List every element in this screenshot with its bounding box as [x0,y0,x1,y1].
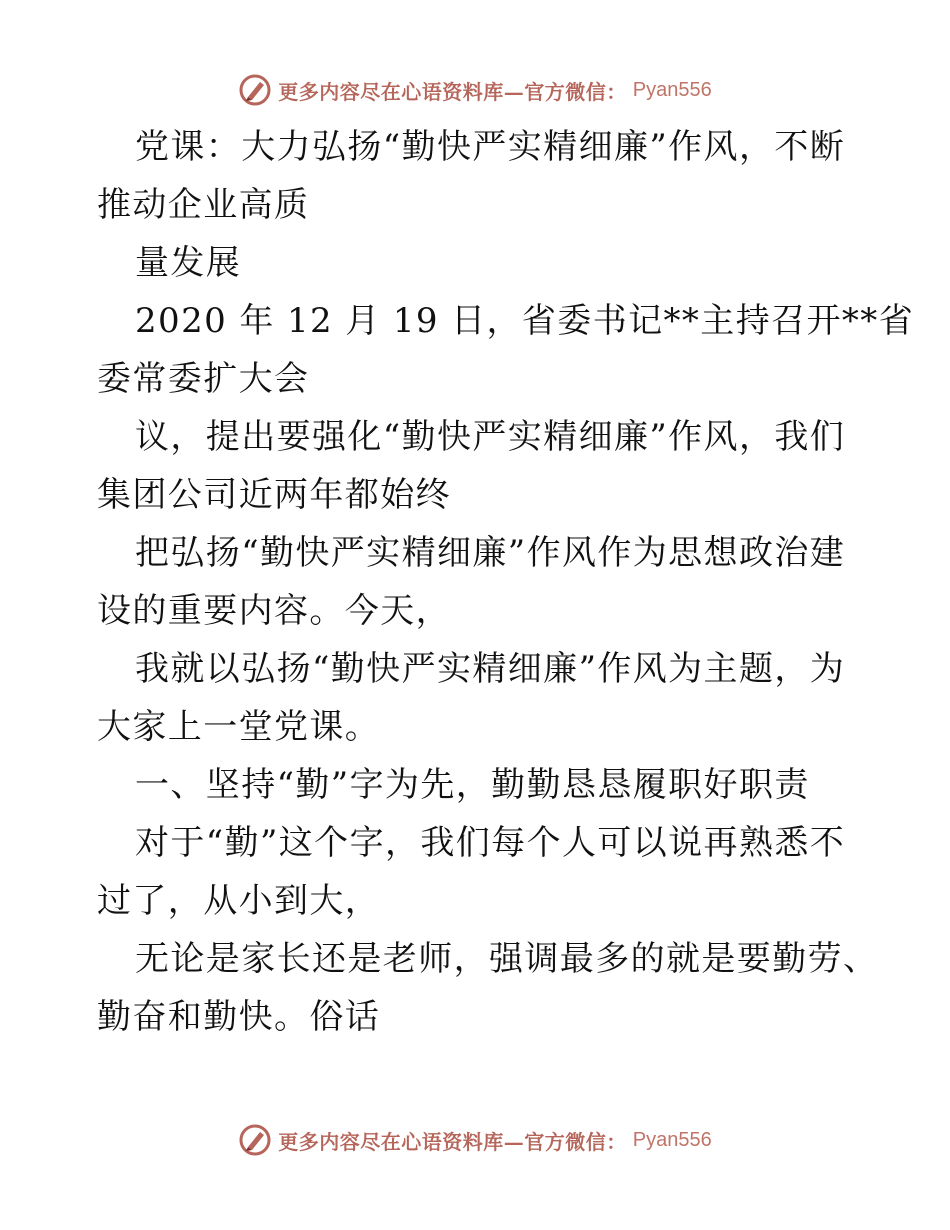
text-line: 议，提出要强化“勤快严实精细廉”作风，我们 [135,417,846,457]
text-line: 无论是家长还是老师，强调最多的就是要勤劳、 [135,939,879,979]
pen-logo-icon [238,1123,272,1157]
text-line: 勤奋和勤快。俗话 [97,997,381,1037]
watermark-text: 更多内容尽在心语资料库—官方微信： [278,79,627,104]
text-line: 委常委扩大会 [97,359,310,399]
text-line: 大家上一堂党课。 [97,707,381,747]
document-body [97,118,915,1046]
text-line: 量发展 [135,243,242,283]
text-line: 集团公司近两年都始终 [97,475,451,515]
watermark-text: 更多内容尽在心语资料库—官方微信： [278,1129,627,1154]
header-watermark [0,70,950,110]
section-heading: 一、坚持“勤”字为先，勤勤恳恳履职好职责 [135,765,810,805]
text-line: 2020 年 12 月 19 日，省委书记**主持召开**省 [135,301,915,341]
watermark-handle: Pyan556 [632,1128,712,1151]
text-line: 对于“勤”这个字，我们每个人可以说再熟悉不 [135,823,846,863]
footer-watermark [0,1120,950,1160]
text-line: 把弘扬“勤快严实精细廉”作风作为思想政治建 [135,533,846,573]
text-line: 党课：大力弘扬“勤快严实精细廉”作风，不断 [135,127,846,167]
text-line: 推动企业高质 [97,185,310,225]
text-line: 我就以弘扬“勤快严实精细廉”作风为主题，为 [135,649,846,689]
watermark-handle: Pyan556 [632,78,712,101]
text-line: 过了，从小到大， [97,881,381,921]
text-line: 设的重要内容。今天， [97,591,451,631]
pen-logo-icon [238,73,272,107]
